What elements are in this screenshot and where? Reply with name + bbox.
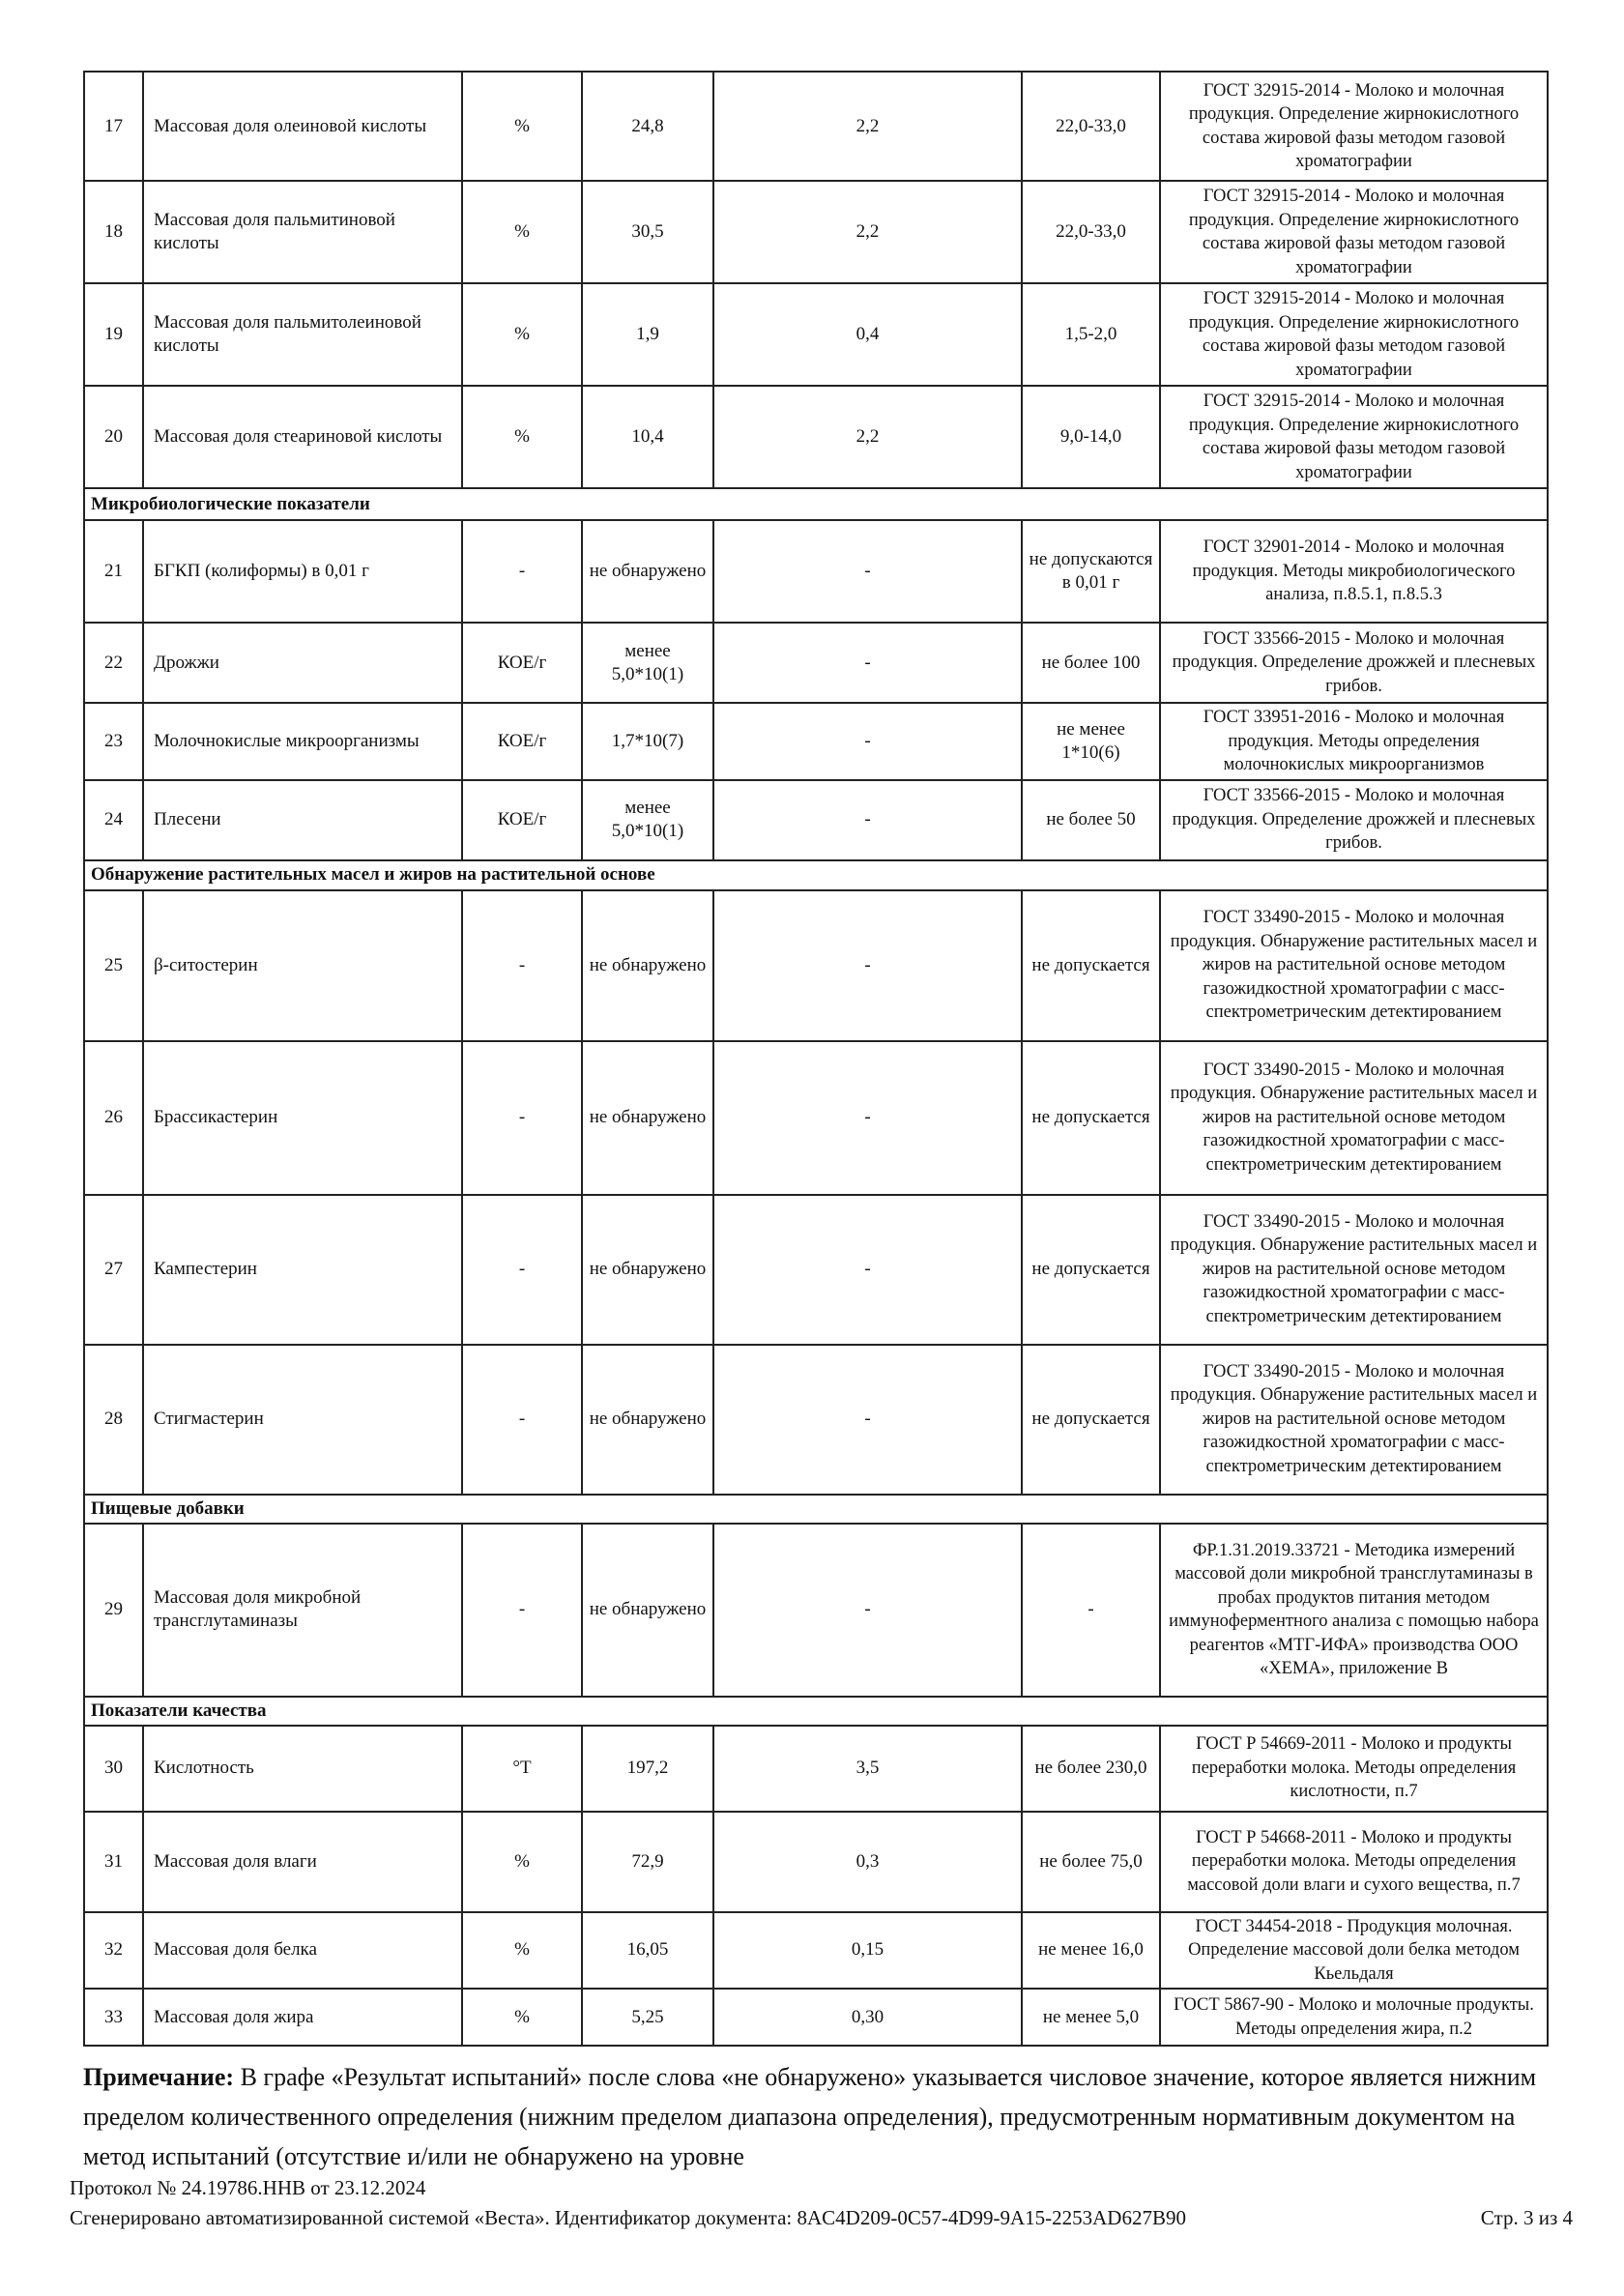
table-row (84, 890, 1548, 1041)
test-result: не обнаружено (582, 1524, 713, 1697)
unit: % (462, 1989, 582, 2046)
error: 2,2 (713, 181, 1022, 283)
error: 3,5 (713, 1726, 1022, 1812)
table-row (84, 283, 1548, 386)
unit: КОЕ/г (462, 703, 582, 780)
test-result: менее 5,0*10(1) (582, 780, 713, 860)
table-row (84, 1345, 1548, 1495)
indicator-name: Дрожжи (143, 623, 462, 703)
table-row (84, 780, 1548, 860)
norm: не допускается (1022, 890, 1160, 1041)
test-result: не обнаружено (582, 1345, 713, 1495)
table-row (84, 181, 1548, 283)
table-row (84, 1726, 1548, 1812)
row-number: 23 (84, 703, 143, 780)
test-method: ГОСТ 32915-2014 - Молоко и молочная продукция. Определение жирнокислотного состава жировой фазы методом газовой хроматографии (1160, 72, 1548, 181)
indicator-name: Массовая доля жира (143, 1989, 462, 2046)
test-result: 197,2 (582, 1726, 713, 1812)
generated-by: Сгенерировано автоматизированной системой «Веста». Идентификатор документа: 8AC4D209-0C57-4D99-9A15-2253AD627B90 (70, 2206, 1186, 2229)
test-result: не обнаружено (582, 1195, 713, 1345)
table-row (84, 386, 1548, 488)
unit: - (462, 1195, 582, 1345)
note-text: В графе «Результат испытаний» после слова «не обнаружено» указывается числовое значение, которое является нижним пределом количественного определения (нижним пределом диапазона определения), предусмотренным нормативным документом на метод испытаний (отсутствие и/или не обнаружено на уровне (83, 2063, 1537, 2170)
test-method: ГОСТ Р 54668-2011 - Молоко и продукты переработки молока. Методы определения массовой доли влаги и сухого вещества, п.7 (1160, 1812, 1548, 1912)
table-row (84, 520, 1548, 623)
error: - (713, 520, 1022, 623)
unit: °Т (462, 1726, 582, 1812)
unit: КОЕ/г (462, 623, 582, 703)
section-title: Микробиологические показатели (84, 488, 1548, 520)
error: - (713, 1345, 1022, 1495)
error: 2,2 (713, 72, 1022, 181)
test-method: ГОСТ 33490-2015 - Молоко и молочная продукция. Обнаружение растительных масел и жиров на растительной основе методом газожидкостной хроматографии с масс-спектрометрическим детектированием (1160, 1345, 1548, 1495)
indicator-name: β-ситостерин (143, 890, 462, 1041)
test-method: ГОСТ 32915-2014 - Молоко и молочная продукция. Определение жирнокислотного состава жировой фазы методом газовой хроматографии (1160, 181, 1548, 283)
indicator-name: Стигмастерин (143, 1345, 462, 1495)
indicator-name: Брассикастерин (143, 1041, 462, 1195)
page-footer (70, 2173, 1573, 2233)
test-result: 16,05 (582, 1912, 713, 1990)
row-number: 17 (84, 72, 143, 181)
test-method: ГОСТ 32901-2014 - Молоко и молочная продукция. Методы микробиологического анализа, п.8.5.1, п.8.5.3 (1160, 520, 1548, 623)
norm: не более 75,0 (1022, 1812, 1160, 1912)
test-result: 1,9 (582, 283, 713, 386)
test-method: ГОСТ 5867-90 - Молоко и молочные продукты. Методы определения жира, п.2 (1160, 1989, 1548, 2046)
indicator-name: Массовая доля микробной трансглутаминазы (143, 1524, 462, 1697)
unit: - (462, 1041, 582, 1195)
norm: 1,5-2,0 (1022, 283, 1160, 386)
indicator-name: Кислотность (143, 1726, 462, 1812)
error: 2,2 (713, 386, 1022, 488)
unit: - (462, 1524, 582, 1697)
test-result: не обнаружено (582, 890, 713, 1041)
test-result: 30,5 (582, 181, 713, 283)
test-method: ГОСТ 33490-2015 - Молоко и молочная продукция. Обнаружение растительных масел и жиров на растительной основе методом газожидкостной хроматографии с масс-спектрометрическим детектированием (1160, 1041, 1548, 1195)
row-number: 29 (84, 1524, 143, 1697)
table-row (84, 1812, 1548, 1912)
test-result: не обнаружено (582, 1041, 713, 1195)
norm: не более 100 (1022, 623, 1160, 703)
test-result: 24,8 (582, 72, 713, 181)
error: 0,3 (713, 1812, 1022, 1912)
unit: - (462, 890, 582, 1041)
indicator-name: Плесени (143, 780, 462, 860)
table-row (84, 623, 1548, 703)
row-number: 20 (84, 386, 143, 488)
norm: не допускается (1022, 1345, 1160, 1495)
unit: - (462, 1345, 582, 1495)
error: 0,15 (713, 1912, 1022, 1990)
section-title: Обнаружение растительных масел и жиров на растительной основе (84, 860, 1548, 890)
norm: 22,0-33,0 (1022, 72, 1160, 181)
page-number: Стр. 3 из 4 (1480, 2206, 1573, 2229)
test-method: ГОСТ 33490-2015 - Молоко и молочная продукция. Обнаружение растительных масел и жиров на растительной основе методом газожидкостной хроматографии с масс-спектрометрическим детектированием (1160, 890, 1548, 1041)
test-result: 10,4 (582, 386, 713, 488)
error: - (713, 1041, 1022, 1195)
indicator-name: Массовая доля пальмитолеиновой кислоты (143, 283, 462, 386)
error: 0,30 (713, 1989, 1022, 2046)
section-header-row (84, 1697, 1548, 1726)
error: 0,4 (713, 283, 1022, 386)
section-header-row (84, 860, 1548, 890)
section-title: Показатели качества (84, 1697, 1548, 1726)
row-number: 21 (84, 520, 143, 623)
row-number: 33 (84, 1989, 143, 2046)
error: - (713, 890, 1022, 1041)
results-table (83, 71, 1549, 2047)
norm: не менее 16,0 (1022, 1912, 1160, 1990)
table-row (84, 1912, 1548, 1990)
error: - (713, 1524, 1022, 1697)
unit: % (462, 283, 582, 386)
row-number: 19 (84, 283, 143, 386)
norm: не менее 1*10(6) (1022, 703, 1160, 780)
row-number: 25 (84, 890, 143, 1041)
norm: не допускается (1022, 1041, 1160, 1195)
test-method: ГОСТ 34454-2018 - Продукция молочная. Определение массовой доли белка методом Кьельдаля (1160, 1912, 1548, 1990)
row-number: 24 (84, 780, 143, 860)
norm: - (1022, 1524, 1160, 1697)
test-result: 72,9 (582, 1812, 713, 1912)
row-number: 22 (84, 623, 143, 703)
indicator-name: Молочнокислые микроорганизмы (143, 703, 462, 780)
test-method: ГОСТ 33566-2015 - Молоко и молочная продукция. Определение дрожжей и плесневых грибов. (1160, 780, 1548, 860)
row-number: 18 (84, 181, 143, 283)
row-number: 26 (84, 1041, 143, 1195)
unit: % (462, 1812, 582, 1912)
unit: - (462, 520, 582, 623)
protocol-number: Протокол № 24.19786.ННВ от 23.12.2024 (70, 2176, 426, 2199)
table-row (84, 703, 1548, 780)
table-row (84, 1041, 1548, 1195)
test-method: ГОСТ 33566-2015 - Молоко и молочная продукция. Определение дрожжей и плесневых грибов. (1160, 623, 1548, 703)
row-number: 30 (84, 1726, 143, 1812)
table-row (84, 1524, 1548, 1697)
row-number: 27 (84, 1195, 143, 1345)
section-title: Пищевые добавки (84, 1495, 1548, 1524)
table-row (84, 1989, 1548, 2046)
error: - (713, 1195, 1022, 1345)
norm: не менее 5,0 (1022, 1989, 1160, 2046)
indicator-name: Массовая доля стеариновой кислоты (143, 386, 462, 488)
row-number: 32 (84, 1912, 143, 1990)
norm: 9,0-14,0 (1022, 386, 1160, 488)
indicator-name: Массовая доля белка (143, 1912, 462, 1990)
test-result: не обнаружено (582, 520, 713, 623)
section-header-row (84, 488, 1548, 520)
error: - (713, 703, 1022, 780)
test-method: ФР.1.31.2019.33721 - Методика измерений массовой доли микробной трансглутаминазы в пробах продуктов питания методом иммуноферментного анализа с помощью набора реагентов «МТГ-ИФА» производства ООО «ХЕМА», приложение В (1160, 1524, 1548, 1697)
norm: не допускаются в 0,01 г (1022, 520, 1160, 623)
indicator-name: БГКП (колиформы) в 0,01 г (143, 520, 462, 623)
indicator-name: Кампестерин (143, 1195, 462, 1345)
unit: % (462, 181, 582, 283)
test-result: 1,7*10(7) (582, 703, 713, 780)
test-method: ГОСТ 32915-2014 - Молоко и молочная продукция. Определение жирнокислотного состава жировой фазы методом газовой хроматографии (1160, 386, 1548, 488)
norm: не более 50 (1022, 780, 1160, 860)
indicator-name: Массовая доля влаги (143, 1812, 462, 1912)
row-number: 28 (84, 1345, 143, 1495)
test-method: ГОСТ 33490-2015 - Молоко и молочная продукция. Обнаружение растительных масел и жиров на растительной основе методом газожидкостной хроматографии с масс-спектрометрическим детектированием (1160, 1195, 1548, 1345)
table-row (84, 1195, 1548, 1345)
table-row (84, 72, 1548, 181)
test-result: 5,25 (582, 1989, 713, 2046)
note-label: Примечание: (83, 2063, 235, 2091)
norm: 22,0-33,0 (1022, 181, 1160, 283)
indicator-name: Массовая доля олеиновой кислоты (143, 72, 462, 181)
unit: % (462, 1912, 582, 1990)
test-method: ГОСТ Р 54669-2011 - Молоко и продукты переработки молока. Методы определения кислотности, п.7 (1160, 1726, 1548, 1812)
row-number: 31 (84, 1812, 143, 1912)
test-method: ГОСТ 33951-2016 - Молоко и молочная продукция. Методы определения молочнокислых микроорганизмов (1160, 703, 1548, 780)
unit: % (462, 72, 582, 181)
norm: не допускается (1022, 1195, 1160, 1345)
section-header-row (84, 1495, 1548, 1524)
indicator-name: Массовая доля пальмитиновой кислоты (143, 181, 462, 283)
test-method: ГОСТ 32915-2014 - Молоко и молочная продукция. Определение жирнокислотного состава жировой фазы методом газовой хроматографии (1160, 283, 1548, 386)
unit: % (462, 386, 582, 488)
error: - (713, 623, 1022, 703)
test-result: менее 5,0*10(1) (582, 623, 713, 703)
unit: КОЕ/г (462, 780, 582, 860)
note (83, 2057, 1562, 2176)
norm: не более 230,0 (1022, 1726, 1160, 1812)
error: - (713, 780, 1022, 860)
